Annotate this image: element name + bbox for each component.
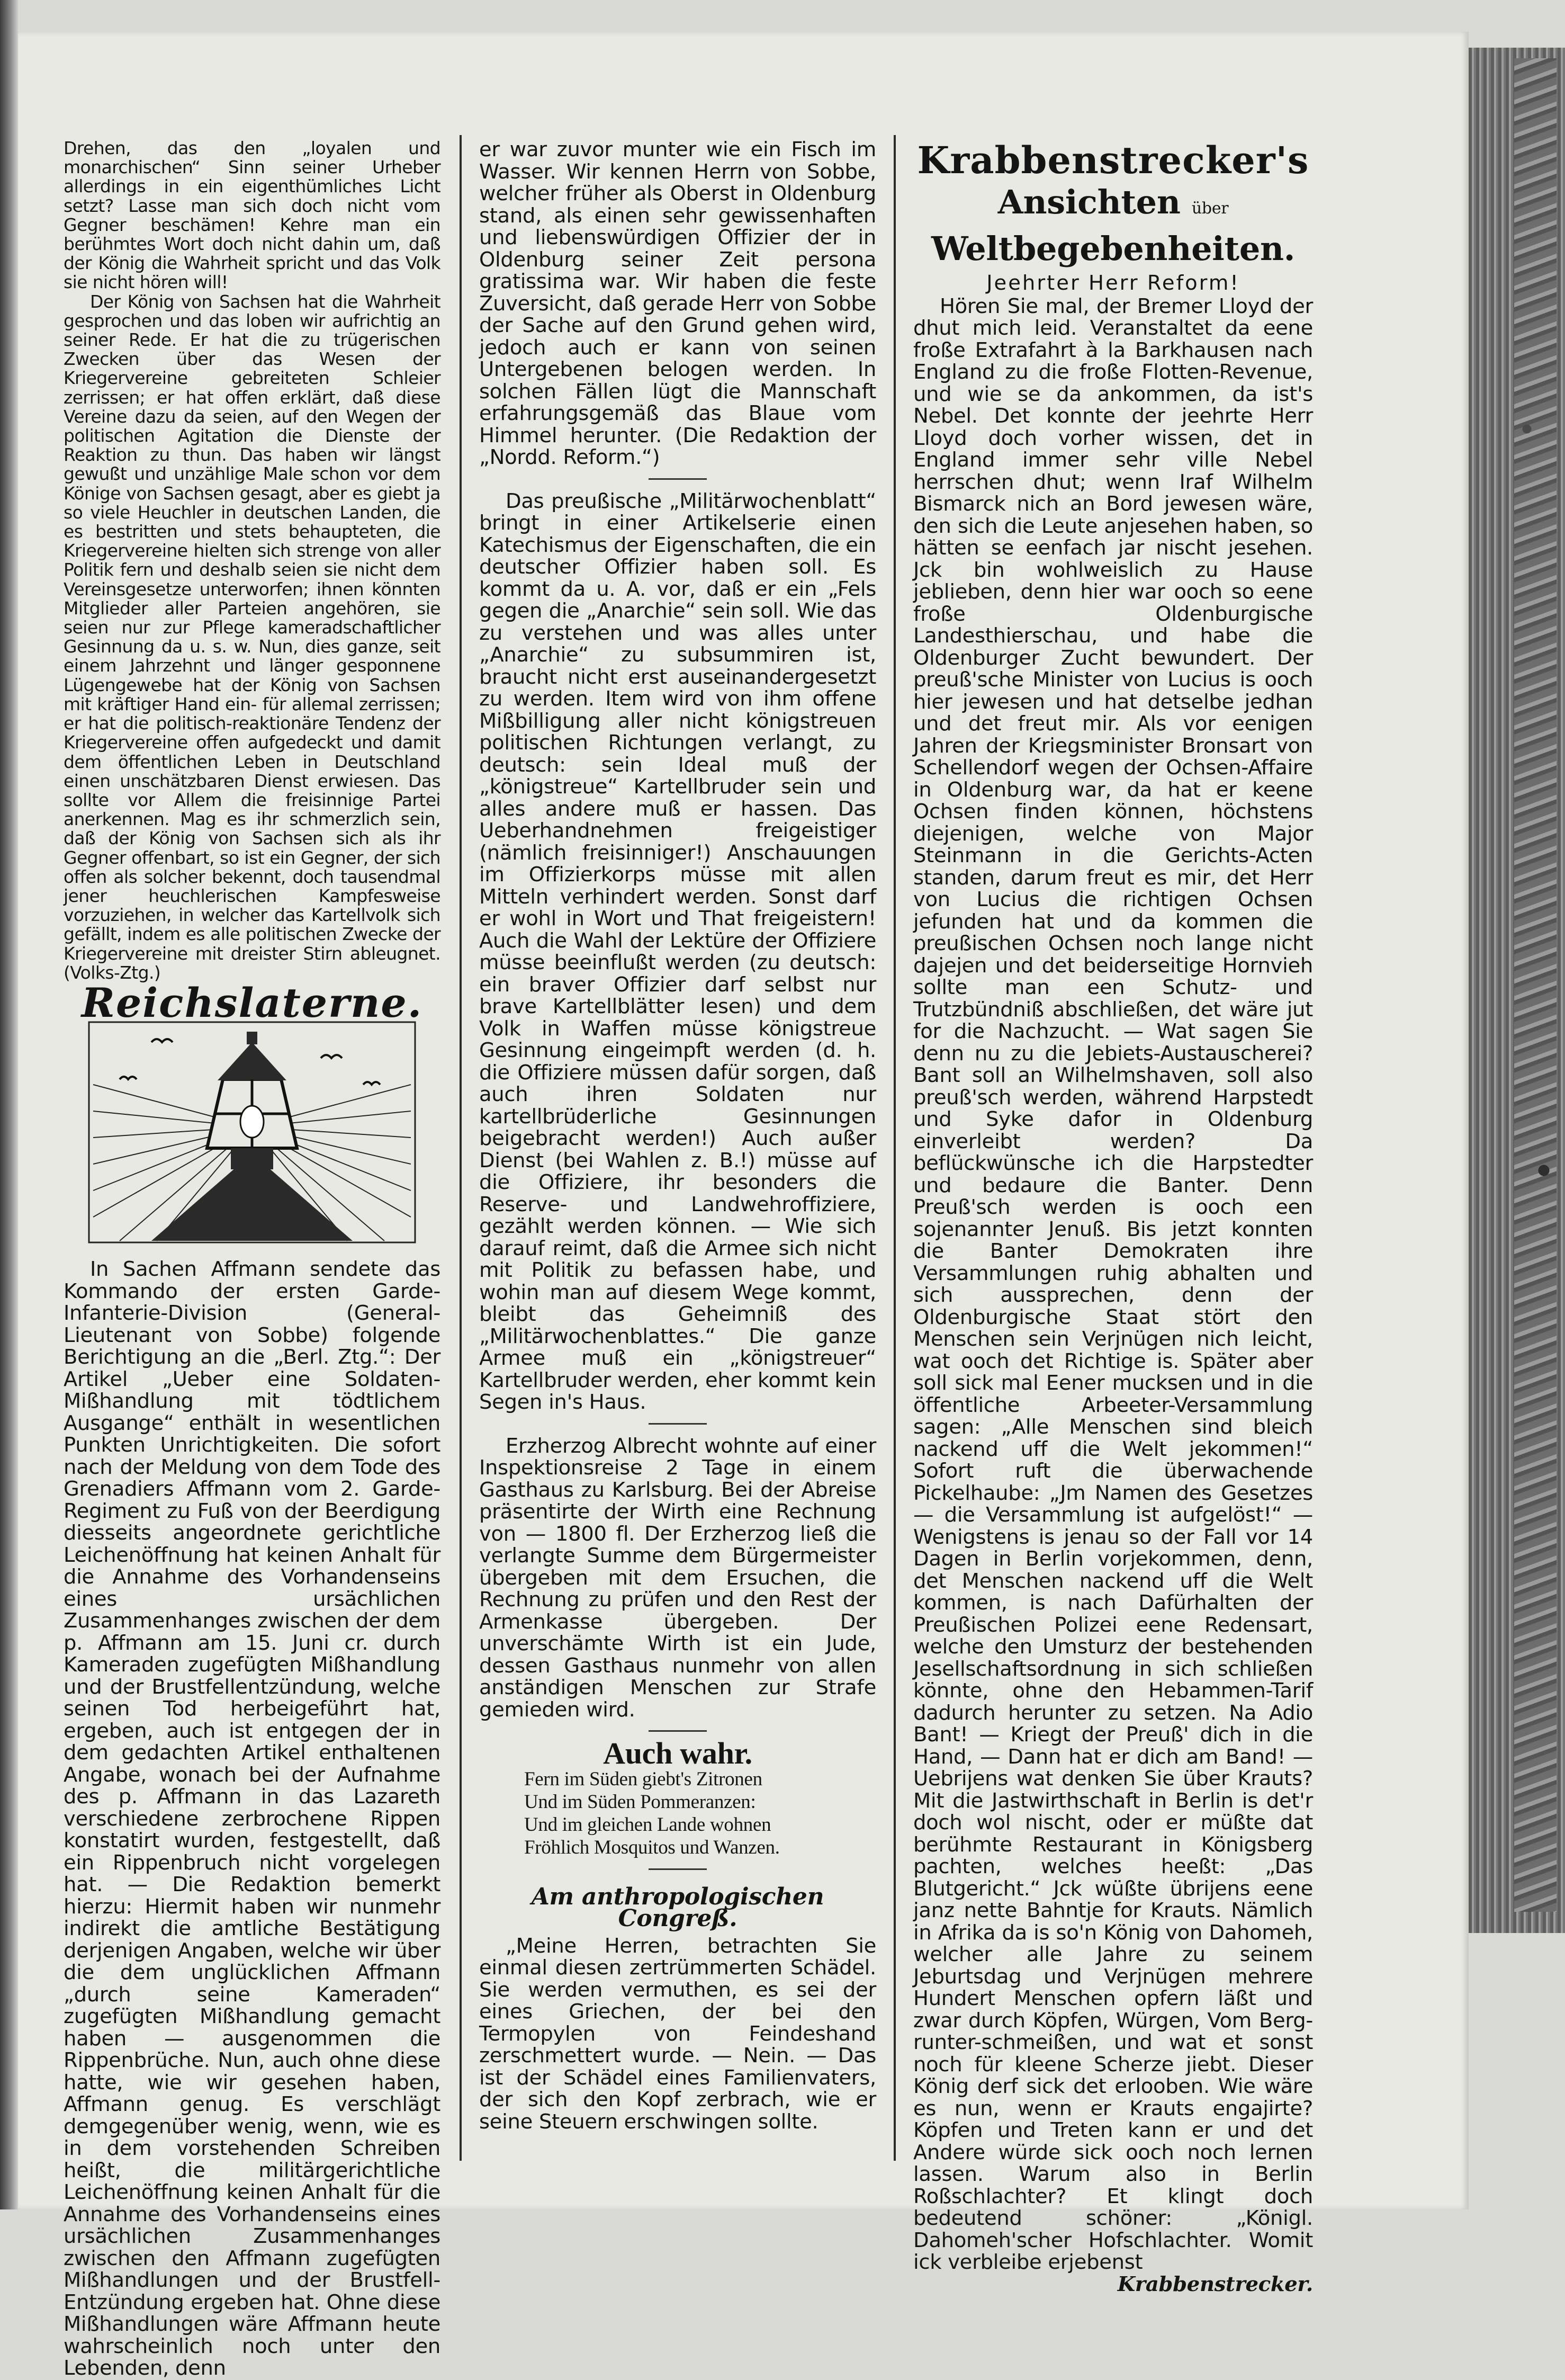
heading-line-1: Krabbenstrecker's <box>917 138 1309 182</box>
marbled-binding <box>1514 58 1557 1912</box>
article-separator <box>649 1730 707 1732</box>
heading-word-small: über <box>1191 199 1229 218</box>
paragraph: er war zuvor munter wie ein Fisch im Wasser. Wir kennen Herrn von Sobbe, welcher früher als Oberst in Oldenburg stand, als einen sehr gewissenhaften und liebenswürdigen Offizier der in Oldenburg seiner Zeit persona gratissima war. Wir haben die feste Zuversicht, daß gerade Herr von Sobbe der Sache auf den Grund gehen wird, jedoch auch er kann von seinen Untergebenen belogen werden. In solchen Fällen lügt die Mannschaft erfahrungsgemäß das Blaue vom Himmel herunter. (Die Redaktion der „Nordd. Reform.“) <box>479 138 876 469</box>
poem-title: Auch wahr. <box>603 1736 752 1770</box>
column-divider-right <box>894 135 896 2161</box>
letter-greeting: Jeehrter Herr Reform! <box>986 271 1240 295</box>
signature-line <box>913 2274 1313 2296</box>
paragraph: In Sachen Affmann sendete das Kommando der ersten Garde-Infanterie-Division (General-Lieutenant von Sobbe) folgende Berichtigung an die „Berl. Ztg.“: Der Artikel „Ueber eine Soldaten-Mißhandlung mit tödtlichem Ausgange“ enthält in wesentlichen Punkten Unrichtigkeiten. Die sofort nach der Meldung von dem Tode des Grenadiers Affmann vom 2. Garde-Regiment zu Fuß von der Beerdigung diesseits angeordnete gerichtliche Leichenöffnung hat keinen Anhalt für die Annahme des Vorhandenseins eines ursächlichen Zusammenhanges zwischen der dem p. Affmann am 15. Juni cr. durch Kameraden zugefügten Mißhandlung und der Brustfellentzündung, welche seinen Tod herbeigeführt hat, ergeben, auch ist entgegen der in dem gedachten Artikel enthaltenen Angabe, wonach bei der Aufnahme des p. Affmann in das Lazareth verschiedene zerbrochene Rippen konstatirt wurden, festgestellt, daß ein Rippenbruch nicht vorgelegen hat. — Die Redaktion bemerkt hierzu: Hiermit haben wir nunmehr indirekt die amtliche Bestätigung derjenigen Angaben, welche wir über die dem unglücklichen Affmann „durch seine Kameraden“ zugefügten Mißhandlung gemacht haben — ausgenommen die Rippenbrüche. Nun, auch ohne diese hatte, wie wir gesehen haben, Affmann genug. Es verschlägt demgegenüber wenig, wenn, wie es in dem vorstehenden Schreiben heißt, die militärgerichtliche Leichenöffnung keinen Anhalt für die Annahme des Vorhandenseins eines ursächlichen Zusammenhanges zwischen den Affmann zugefügten Mißhandlungen und der Brustfell-Entzündung ergeben hat. Ohne diese Mißhandlungen wäre Affmann heute wahrscheinlich noch unter den Lebenden, denn <box>64 1257 440 2380</box>
column-left <box>64 139 440 2379</box>
heading-line-2 <box>913 182 1313 269</box>
paragraph: Hören Sie mal, der Bremer Lloyd der dhut mich leid. Veranstaltet da eene froße Extrafahrt à la Barkhausen nach England zu die froße Flotten-Revenue, und wie se da ankommen, da ist's Nebel. Det konnte der jeehrte Herr Lloyd doch vorher wissen, det in England immer sehr ville Nebel herrschen dhut; wenn Iraf Wilhelm Bismarck nich an Bord jewesen wäre, den sich die Leute anjesehen haben, so hätten se eenfach jar nischt jesehen. Jck bin wohlweislich zu Hause jeblieben, denn hier war ooch so eene froße Oldenburgische Landesthierschau, und habe die Oldenburger Zucht bewundert. Der preuß'sche Minister von Lucius is ooch hier jewesen und hat detselbe jedhan und det freut mir. Als vor eenigen Jahren der Kriegsminister Bronsart von Schellendorf wegen der Ochsen-Affaire in Oldenburg war, da hat er keene Ochsen finden können, höchstens diejenigen, welche von Major Steinmann in die Gerichts-Acten standen, darum freut es mir, det Herr von Lucius die richtigen Ochsen jefunden hat und da kommen die preußischen Ochsen noch lange nicht dajejen und det beiderseitige Hornvieh sollte man een Schutz- und Trutzbündniß abschließen, det wäre jut for die Nachzucht. — Wat sagen Sie denn nu zu die Jebiets-Austauscherei? Bant soll an Wilhelmshaven, soll also preuß'sch werden, während Harpstedt und Syke dafor in Oldenburg einverleibt werden? Da beflückwünsche ich die Harpstedter und bedaure die Banter. Denn Preuß'sch werden is ooch een sojenannter Jenuß. Bis jetzt konnten die Banter Demokraten ihre Versammlungen ruhig abhalten und sich aussprechen, denn der Oldenburgische Staat stört den Menschen sein Verjnügen nich leicht, wat ooch det Richtige is. Später aber soll sick mal Eener mucksen und in die öffentliche Arbeeter-Versammlung sagen: „Alle Menschen sind bleich nackend uff die Welt jekommen!“ Sofort ruft die überwachende Pickelhaube: „Jm Namen des Gesetzes — die Versammlung ist aufgelöst!“ — Wenigstens is jenau so der Fall vor 14 Dagen in Berlin vorjekommen, denn, det Menschen nackend uff die Welt kommen, is nach Dafürhalten der Preußischen Polizei eene Redensart, welche den Umsturz der bestehenden Jesellschaftsordnung in sich schließen könnte, ohne den Hebammen-Tarif dadurch herunter zu setzen. Na Adio Bant! — Kriegt der Preuß' dich in die Hand, — Dann hat er dich am Band! — Uebrijens wat denken Sie über Krauts? Mit die Jastwirthschaft in Berlin is det'r doch wol nischt, oder er müßte dat berühmte Restaurant in Königsberg pachten, welches heeßt: „Das Blutgericht.“ Jck wüßte übrijens eene janz nette Bahntje for Krauts. Nämlich in Afrika da is so'n König von Dahomeh, welcher alle Jahre zu seinem Jeburtsdag und Verjnügen mehrere Hundert Menschen opfern läßt und zwar durch Köpfen, Würgen, Vom Berg-runter-schmeißen, und wat et sonst noch für kleene Scherze jiebt. Dieser König derf sick det erlooben. Wie wäre es nun, wenn er Krauts engajirte? Köpfen und Treten kann er und det Andere würde sick ooch noch lernen lassen. Warum also in Berlin Roßschlachter? Et klingt doch bedeutend schöner: „Königl. Dahomeh'scher Hofschlachter. Womit ick verbleibe erjebenst <box>913 294 1313 2274</box>
poem-line: Und im gleichen Lande wohnen <box>524 1813 771 1836</box>
signature: Krabbenstrecker. <box>1117 2272 1313 2296</box>
heading-word: Ansichten <box>997 183 1181 221</box>
heading-word: Weltbegebenheiten. <box>931 229 1296 268</box>
poem-line: Und im Süden Pommeranzen: <box>524 1791 756 1813</box>
article-separator <box>649 1423 707 1425</box>
paragraph: „Meine Herren, betrachten Sie einmal diesen zertrümmerten Schädel. Sie werden vermuthen, es sei der eines Griechen, der bei den Termopylen von Feindeshand zerschmettert wurde. — Nein. — Das ist der Schädel eines Familienvaters, der sich den Kopf zerbrach, wie er seine Steuern erschwingen sollte. <box>479 1934 876 2134</box>
poem-line: Fern im Süden giebt's Zitronen <box>524 1768 762 1790</box>
paragraph: Erzherzog Albrecht wohnte auf einer Inspektionsreise 2 Tage in einem Gasthaus zu Karlsburg. Bei der Abreise präsentirte der Wirth eine Rechnung von — 1800 fl. Der Erzherzog ließ die verlangte Summe dem Bürgermeister übergeben mit dem Ersuchen, die Rechnung zu prüfen und den Rest der Armenkasse übergeben. Der unverschämte Wirth ist ein Jude, dessen Gasthaus nunmehr von allen anständigen Menschen zur Strafe gemieden wird. <box>479 1434 876 1722</box>
section-title-reichslaterne: Reichslaterne. <box>81 979 423 1026</box>
congress-title: Am anthropologischen Congreß. <box>531 1883 824 1932</box>
street-lantern-illustration <box>88 1021 416 1243</box>
column-middle <box>479 139 876 2133</box>
column-right <box>913 139 1313 2295</box>
paragraph: Drehen, das den „loyalen und monarchischen“ Sinn seiner Urheber allerdings in ein eigenthümliches Licht setzt? Lasse man sich doch nicht vom Gegner beschämen! Kehre man ein berühmtes Wort doch nicht dahin um, daß der König die Wahrheit spricht und das Volk sie nicht hören will! <box>64 138 440 293</box>
kriegervereine-article <box>64 139 440 982</box>
article-separator <box>649 478 707 480</box>
krabbenstrecker-heading <box>913 139 1313 269</box>
article-separator <box>649 1868 707 1870</box>
scan-left-edge <box>0 0 18 2209</box>
paragraph: Das preußische „Militärwochenblatt“ bringt in einer Artikelserie einen Katechismus der Eigenschaften, die ein deutscher Offizier haben soll. Es kommt da u. A. vor, daß er ein „Fels gegen die „Anarchie“ sein soll. Wie das zu verstehen und was alles unter „Anarchie“ zu subsummiren ist, braucht nicht erst auseinandergesetzt zu werden. Item wird von ihm offene Mißbilligung aller nicht königstreuen politischen Richtungen verlangt, zu deutsch: sein Ideal muß der „königstreue“ Kartellbruder sein und alles andere muß er hassen. Das Ueberhandnehmen freigeistiger (nämlich freisinniger!) Anschauungen im Offizierkorps müsse mit allen Mitteln verhindert werden. Sonst darf er wohl in Wort und That freigeistern! Auch die Wahl der Lektüre der Offiziere müsse beeinflußt werden (zu deutsch: ein braver Offizier darf selbst nur brave Kartellblätter lesen) und dem Volk in Waffen müsse königstreue Gesinnung eingeimpft werden (d. h. die Offiziere müssen dafür sorgen, daß auch ihren Soldaten nur kartellbrüderliche Gesinnungen beigebracht werden!) Auch außer Dienst (bei Wahlen z. B.!) müsse auf die Offiziere, ihr besonders die Reserve- und Landwehroffiziere, gezählt werden können. — Wie sich darauf reimt, daß die Armee sich nicht mit Politik zu befassen habe, und wohin man auf diesem Wege kommt, bleibt das Geheimniß des „Militärwochenblattes.“ Die ganze Armee muß ein „königstreuer“ Kartellbruder werden, eher kommt kein Segen in's Haus. <box>479 489 876 1414</box>
column-divider-left <box>460 135 462 2161</box>
paragraph: Der König von Sachsen hat die Wahrheit gesprochen und das loben wir aufrichtig an seiner Rede. Er hat die zu trügerischen Zwecken über das Wesen der Kriegervereine gebreiteten Schleier zerrissen; er hat offen erklärt, daß diese Vereine dazu da seien, auf den Wegen der politischen Agitation die Dienste der Reaktion zu thun. Das haben wir längst gewußt und unzählige Male schon vor dem Könige von Sachsen gesagt, aber es giebt ja so viele Heuchler in deutschen Landen, die es bestritten und stets behaupteten, die Kriegervereine hielten sich strenge von aller Politik fern und deshalb seien sie nicht dem Vereinsgesetze unterworfen; ihnen könnten Mitglieder aller Parteien angehören, sie seien nur zur Pflege kameradschaftlicher Gesinnung da u. s. w. Nun, dies ganze, seit einem Jahrzehnt und länger gesponnene Lügengewebe hat der König von Sachsen mit kräftiger Hand ein- für allemal zerrissen; er hat die politisch-reaktionäre Tendenz der Kriegervereine offen aufgedeckt und damit dem öffentlichen Leben in Deutschland einen unschätzbaren Dienst erwiesen. Das sollte vor Allem die freisinnige Partei anerkennen. Mag es ihr schmerzlich sein, daß der König von Sachsen sich als ihr Gegner offenbart, so ist ein Gegner, der sich offen als solcher bekennt, doch tausendmal jener heuchlerischen Kampfesweise vorzuziehen, in welcher das Kartellvolk sich gefällt, indem es alle politischen Zwecke der Kriegervereine mit dreister Stirn ableugnet. (Volks-Ztg.) <box>64 291 440 983</box>
poem-line: Fröhlich Mosquitos und Wanzen. <box>524 1836 780 1858</box>
